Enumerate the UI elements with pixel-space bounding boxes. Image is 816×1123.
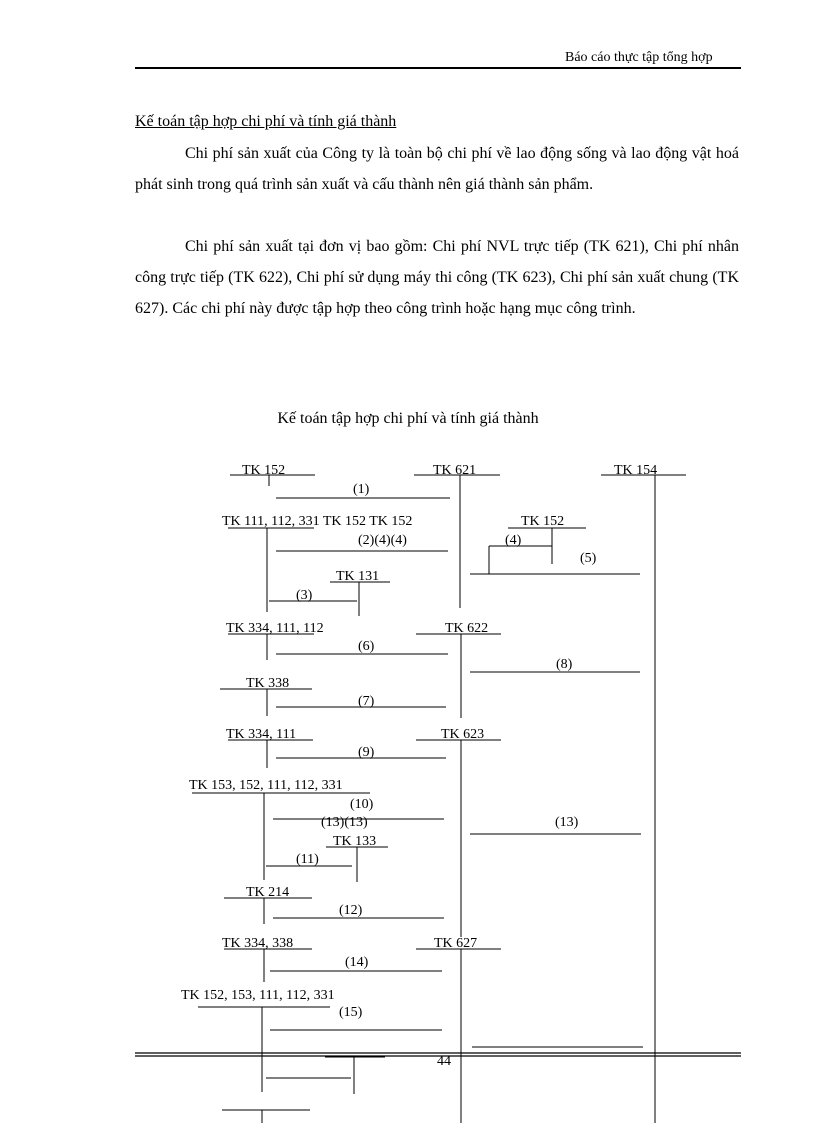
entry-1: (1) [353,482,370,497]
entry-11: (11) [296,852,319,867]
account-tk334a: TK 334, 111, 112 [226,621,324,636]
page-number: 44 [437,1054,451,1069]
account-tk622: TK 622 [445,621,489,636]
entry-2: (2)(4)(4) [358,533,407,548]
entry-14: (14) [345,955,369,970]
diagram-title: Kế toán tập hợp chi phí và tính giá thành [277,410,539,427]
account-tk152: TK 152 [242,463,286,478]
entry-7: (7) [358,694,375,709]
account-tk334c: TK 334, 338 [222,936,294,951]
account-tk131: TK 131 [336,569,380,584]
account-tk133: TK 133 [333,834,377,849]
account-tk214: TK 214 [246,885,290,900]
entry-10: (10) [350,797,374,812]
entry-13b: (13) [555,815,579,830]
section-title: Kế toán tập hợp chi phí và tính giá thành [135,113,397,130]
paragraph-1-text: Chi phí sản xuất của Công ty là toàn bộ chi phí về lao động sống và lao động vật hoá phát sinh trong quá trình sản xuất và cấu thành nên giá thành sản phẩm. [135,145,739,193]
account-tk627: TK 627 [434,936,478,951]
paragraph-2-text: Chi phí sản xuất tại đơn vị bao gồm: Chi phí NVL trực tiếp (TK 621), Chi phí nhân công trực tiếp (TK 622), Chi phí sử dụng máy thi công (TK 623), Chi phí sản xuất chung (TK 627). Các chi phí này được tập hợp theo công trình hoặc hạng mục công trình. [135,238,739,317]
entry-5: (5) [580,551,597,566]
entry-15: (15) [339,1005,363,1020]
account-tk623: TK 623 [441,727,485,742]
account-tk111-group: TK 111, 112, 331 TK 152 TK 152 [222,514,413,529]
account-tk621: TK 621 [433,463,477,478]
entry-6: (6) [358,639,375,654]
entry-9: (9) [358,745,375,760]
entry-12: (12) [339,903,363,918]
entry-8: (8) [556,657,573,672]
account-tk152c: TK 152, 153, 111, 112, 331 [181,988,335,1003]
entry-3: (3) [296,588,313,603]
entry-13a: (13)(13) [321,815,368,830]
account-tk152b: TK 152 [521,514,565,529]
account-tk154: TK 154 [614,463,658,478]
account-tk338: TK 338 [246,676,290,691]
account-tk334b: TK 334, 111 [226,727,297,742]
entry-4: (4) [505,533,522,548]
account-tk153: TK 153, 152, 111, 112, 331 [189,778,343,793]
page-header-title: Báo cáo thực tập tổng hợp [565,50,713,65]
